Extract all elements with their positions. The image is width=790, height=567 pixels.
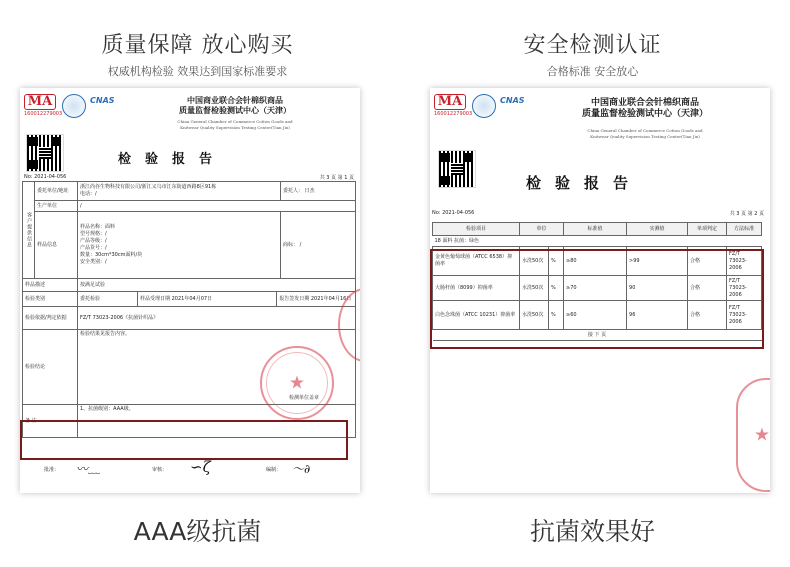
basis-value: FZ/T 73023-2006《抗菌针织品》: [78, 307, 356, 330]
right-panel: [395, 0, 790, 567]
cell-pct: %: [549, 276, 564, 301]
org-name-line2: 质量监督检验测试中心（天津）: [179, 106, 291, 115]
star-icon: ★: [288, 372, 306, 394]
desc-value: 按满足试验: [78, 279, 356, 292]
col-header: 实测值: [627, 223, 688, 236]
cell-std: ≥70: [564, 276, 627, 301]
brand-value: /: [299, 241, 302, 248]
col-header: 标准值: [564, 223, 627, 236]
cell-item: 白色念珠菌（ATCC 10231）抑菌率: [433, 301, 520, 330]
producer-value: /: [78, 201, 356, 212]
sample-line: 产品货号：/: [80, 245, 107, 251]
cell-item: 金黄色葡萄球菌（ATCC 6538）抑菌率: [433, 247, 520, 276]
cell-std: ≥80: [564, 247, 627, 276]
org-name-en1: China General Chamber of Commerce Cotton Goods and: [177, 119, 293, 124]
col-header: 单位: [520, 223, 564, 236]
col-header: 方法标准: [727, 223, 762, 236]
qr-code-icon: [26, 134, 64, 172]
client-address: 浙江尚谷生物科技有限公司/浙江义乌市江东街道西路8区91栋: [80, 184, 217, 190]
cell-verdict: 合格: [688, 247, 727, 276]
org-name-en2: Knitwear Quality Supervision Testing Center(Tian Jin): [590, 134, 700, 139]
report-title: 检验报告: [118, 152, 227, 167]
approve-label: 批准：: [44, 467, 60, 473]
ilac-seal-icon: [62, 94, 86, 118]
continued-footer: 接 下 页: [433, 330, 762, 341]
client-phone: 电话：/: [80, 191, 97, 197]
cell-method: FZ/T 73023-2006: [727, 301, 762, 330]
cell-result: 96: [627, 301, 688, 330]
cnas-logo: CNAS: [500, 96, 525, 105]
org-name-line1: 中国商业联合会针棉织商品: [187, 96, 283, 105]
edit-label: 编制：: [266, 467, 282, 473]
left-caption: AAA级抗菌: [133, 517, 262, 546]
cell-unit: 水洗50次: [520, 247, 549, 276]
sample-info-lines: [78, 212, 281, 279]
official-stamp: [260, 346, 334, 420]
sample-line: 样品名称：面料: [80, 224, 116, 230]
star-icon: ★: [753, 424, 770, 446]
conclusion-text: 检验结果见报告内容。: [80, 331, 131, 337]
cell-pct: %: [549, 247, 564, 276]
cell-unit: 水洗50次: [520, 276, 549, 301]
sample-line: 型号规格：/: [80, 231, 107, 237]
cell-method: FZ/T 73023-2006: [727, 276, 762, 301]
issue-label: 报告签发日期: [279, 295, 310, 302]
receive-value: 2021年04月07日: [171, 295, 213, 302]
test-report-page-1: [20, 88, 360, 493]
results-highlight-box: [430, 249, 764, 349]
cell-result: 90: [627, 276, 688, 301]
right-subheading: 合格标准 安全放心: [546, 65, 639, 78]
test-type-label: 检验类别: [23, 292, 78, 307]
cell-method: FZ/T 73023-2006: [727, 247, 762, 276]
org-name-line1: 中国商业联合会针棉织商品: [590, 98, 699, 108]
cell-verdict: 合格: [688, 301, 727, 330]
org-name-en2: Knitwear Quality Supervision Testing Center(Tian Jin): [180, 125, 290, 130]
editor-signature: 〜∂: [292, 462, 311, 476]
receive-label: 样品受理日期: [140, 295, 171, 302]
producer-label: 生产单位: [35, 201, 78, 212]
page-count: 共 3 页 第 2 页: [729, 211, 764, 217]
client-label: 委托单位/地址: [35, 182, 78, 201]
desc-label: 样品描述: [23, 279, 78, 292]
reviewer-signature: ∽ζ: [190, 458, 211, 476]
right-heading: 安全检测认证: [523, 33, 662, 58]
test-type-value: 委托检验: [78, 292, 138, 307]
sample-line: 安全类别：/: [80, 259, 107, 265]
cnas-logo: CNAS: [90, 96, 115, 105]
client-value: [78, 182, 281, 201]
customer-info-label: 客户提供信息: [23, 182, 35, 279]
cell-pct: %: [549, 301, 564, 330]
contact-cell: [281, 182, 356, 201]
right-caption: 抗菌效果好: [529, 517, 655, 546]
contact-value: 日杰: [304, 187, 315, 194]
report-number: No: 2021-04-056: [432, 210, 475, 216]
org-name-en1: China General Chamber of Commerce Cotton Goods and: [587, 128, 703, 133]
report-title: 检验报告: [526, 174, 643, 192]
left-heading: 质量保障 放心购买: [101, 33, 294, 58]
report-number: No: 2021-04-056: [24, 174, 67, 180]
cell-result: >99: [627, 247, 688, 276]
remark-highlight-box: [20, 420, 348, 460]
cert-logos: [434, 94, 544, 120]
ma-number: 160012279003: [434, 111, 473, 117]
basis-label: 检验依据/判定依据: [23, 307, 78, 330]
group-row: 18 面料 抗菌：绿色: [433, 236, 762, 247]
sample-line: 数量：30cm*30cm面料/块: [80, 252, 143, 258]
remark-value: 1、抗菌级别：AAA级。: [78, 405, 356, 438]
conclusion-label: 检验结论: [23, 330, 78, 405]
qr-code-icon: [438, 150, 476, 188]
col-header: 检验项目: [433, 223, 520, 236]
left-subheading: 权威机构检验 效果达到国家标准要求: [107, 65, 288, 78]
official-stamp: [736, 378, 770, 492]
issue-value: 2021年04月16日: [310, 295, 352, 302]
brand-cell: [281, 212, 356, 279]
receive-date-cell: [138, 292, 277, 307]
col-header: 单项判定: [688, 223, 727, 236]
cell-std: ≥60: [564, 301, 627, 330]
remark-label: 备 注: [23, 405, 78, 438]
ma-number: 160012279003: [24, 111, 63, 117]
org-name-line2: 质量监督检验测试中心（天津）: [581, 109, 708, 119]
cell-item: 大肠杆菌（8099）抑菌率: [433, 276, 520, 301]
cell-verdict: 合格: [688, 276, 727, 301]
review-label: 审核：: [152, 467, 168, 473]
ma-logo: MA: [434, 94, 466, 110]
stamp-caption: 检测单位盖章: [288, 395, 319, 401]
ilac-seal-icon: [472, 94, 496, 118]
contact-label: 委托人：: [283, 187, 304, 194]
sample-info-label: 样品信息: [35, 212, 78, 279]
brand-label: 商标：: [283, 241, 299, 248]
approver-signature: 〰﹏: [76, 462, 101, 476]
cell-unit: 水洗50次: [520, 301, 549, 330]
sample-line: 产品等级：/: [80, 238, 107, 244]
page-count: 共 3 页 第 1 页: [319, 175, 354, 181]
ma-logo: MA: [24, 94, 56, 110]
cert-logos: [24, 94, 134, 120]
test-report-page-2: [430, 88, 770, 493]
